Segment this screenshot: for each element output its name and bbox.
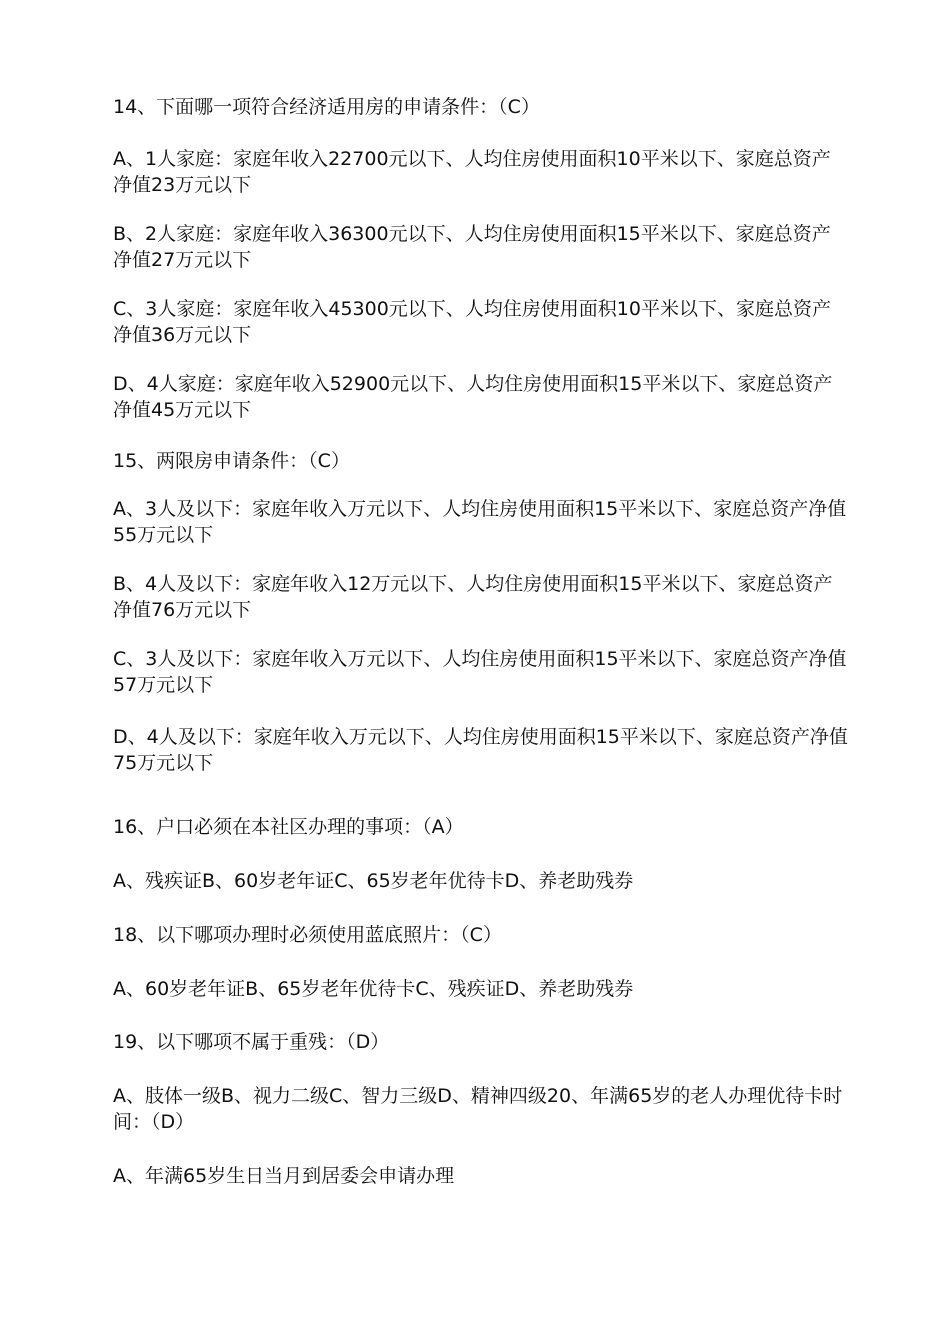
question-20-option-a: A、年满65岁生日当月到居委会申请办理 — [113, 1165, 455, 1187]
question-16: 16、户口必须在本社区办理的事项：（A） — [113, 816, 464, 838]
question-19-options: A、肢体一级B、视力二级C、智力三级D、精神四级20、年满65岁的老人办理优待卡时间：（D） — [113, 1085, 843, 1133]
question-15: 15、两限房申请条件：（C） — [113, 450, 350, 472]
question-14-option-d: D、4人家庭：家庭年收入52900元以下、人均住房使用面积15平米以下、家庭总资产净值45万元以下 — [113, 373, 833, 421]
question-14-option-c: C、3人家庭：家庭年收入45300元以下、人均住房使用面积10平米以下、家庭总资产净值36万元以下 — [113, 298, 831, 346]
question-18-options: A、60岁老年证B、65岁老年优待卡C、残疾证D、养老助残券 — [113, 978, 634, 1000]
question-14: 14、下面哪一项符合经济适用房的申请条件：（C） — [113, 96, 540, 118]
question-18: 18、以下哪项办理时必须使用蓝底照片：（C） — [113, 924, 502, 946]
question-14-option-b: B、2人家庭：家庭年收入36300元以下、人均住房使用面积15平米以下、家庭总资产净值27万元以下 — [113, 223, 831, 271]
question-14-option-a: A、1人家庭：家庭年收入22700元以下、人均住房使用面积10平米以下、家庭总资产净值23万元以下 — [113, 148, 831, 196]
question-16-options: A、残疾证B、60岁老年证C、65岁老年优待卡D、养老助残券 — [113, 870, 634, 892]
question-15-option-c: C、3人及以下：家庭年收入万元以下、人均住房使用面积15平米以下、家庭总资产净值57万元以下 — [113, 648, 847, 696]
question-15-option-b: B、4人及以下：家庭年收入12万元以下、人均住房使用面积15平米以下、家庭总资产净值76万元以下 — [113, 573, 833, 621]
question-15-option-a: A、3人及以下：家庭年收入万元以下、人均住房使用面积15平米以下、家庭总资产净值55万元以下 — [113, 498, 847, 546]
question-19: 19、以下哪项不属于重残：（D） — [113, 1031, 390, 1053]
question-15-option-d: D、4人及以下：家庭年收入万元以下、人均住房使用面积15平米以下、家庭总资产净值75万元以下 — [113, 726, 848, 774]
